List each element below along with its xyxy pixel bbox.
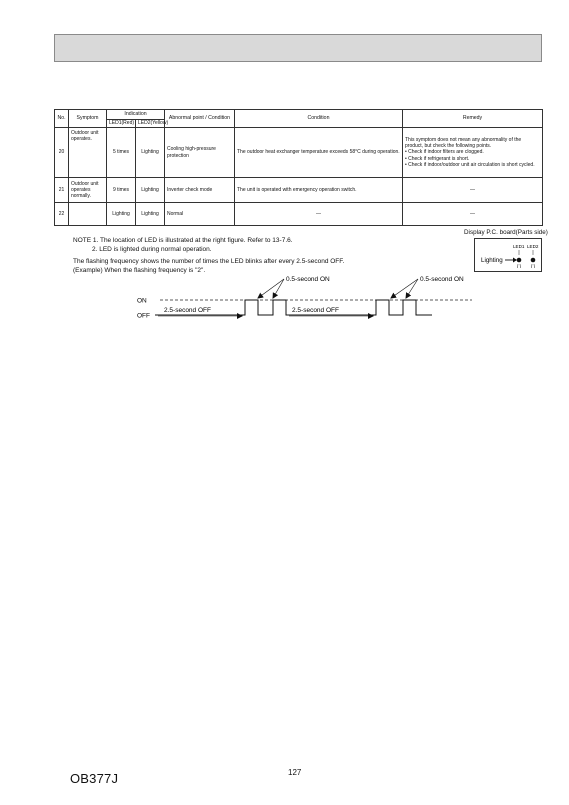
abnormal-line: protection bbox=[167, 152, 189, 159]
remedy-line: • Check if indoor filters are clogged. bbox=[405, 149, 484, 156]
abnormal-line: Cooling high-pressure bbox=[167, 146, 216, 153]
row-remedy: — bbox=[403, 203, 543, 226]
row-symptom bbox=[69, 203, 107, 226]
led2-label: LED2 bbox=[527, 244, 539, 249]
row-symptom bbox=[69, 178, 107, 203]
led1-legs bbox=[518, 264, 521, 268]
remedy-line: product, but check the following points. bbox=[405, 143, 492, 150]
header-led2: LED2(Yellow) bbox=[136, 120, 165, 128]
row-remedy: — bbox=[403, 178, 543, 203]
symptom-line: operates. bbox=[71, 136, 92, 143]
note-1: NOTE 1. The location of LED is illustrated at the right figure. Refer to 13-7.6. bbox=[73, 237, 293, 244]
row-remedy bbox=[403, 128, 543, 178]
header-no: No. bbox=[55, 110, 69, 128]
flash-explanation: The flashing frequency shows the number of times the LED blinks after every 2.5-second OFF. bbox=[73, 258, 345, 265]
led2-dot-icon bbox=[531, 258, 536, 263]
off-duration-label-1: 2.5-second OFF bbox=[164, 307, 211, 314]
row-number: 20 bbox=[55, 128, 69, 178]
row-condition: The outdoor heat exchanger temperature exceeds 58°C during operation. bbox=[235, 128, 403, 178]
table-row bbox=[55, 178, 543, 203]
table-row bbox=[55, 128, 543, 178]
row-number: 21 bbox=[55, 178, 69, 203]
symptom-line: operates bbox=[71, 186, 91, 193]
page-number: 127 bbox=[288, 768, 302, 777]
row-condition: The unit is operated with emergency operation switch. bbox=[235, 178, 403, 203]
symptom-line: normally. bbox=[71, 193, 91, 200]
off-level-label: OFF bbox=[137, 312, 150, 320]
arrow-right-icon bbox=[513, 258, 517, 263]
header-abnormal-point: Abnormal point / Condition bbox=[165, 110, 235, 128]
pointer-arrow bbox=[406, 279, 418, 298]
flash-example: (Example) When the flashing frequency is "2". bbox=[73, 267, 206, 274]
on-level-label: ON bbox=[137, 297, 147, 305]
note-2: 2. LED is lighted during normal operation. bbox=[92, 246, 212, 253]
pcb-diagram bbox=[474, 238, 542, 272]
troubleshooting-table bbox=[54, 109, 543, 226]
header-condition: Condition bbox=[235, 110, 403, 128]
pcb-diagram-drawing bbox=[475, 239, 543, 273]
row-led2: Lighting bbox=[136, 178, 165, 203]
header-bar bbox=[54, 34, 542, 62]
remedy-line: This symptom does not mean any abnormality of the bbox=[405, 136, 522, 143]
pointer-arrow bbox=[391, 279, 418, 298]
remedy-line: • Check if indoor/outdoor unit air circulation is short cycled. bbox=[405, 161, 535, 168]
on-duration-label-1: 0.5-second ON bbox=[286, 276, 330, 283]
model-code: OB377J bbox=[70, 771, 119, 786]
row-led2: Lighting bbox=[136, 128, 165, 178]
row-led1: Lighting bbox=[107, 203, 136, 226]
row-abnormal-point bbox=[165, 128, 235, 178]
led1-label: LED1 bbox=[513, 244, 525, 249]
row-symptom bbox=[69, 128, 107, 178]
lighting-label: Lighting bbox=[481, 257, 503, 264]
remedy-line: • Check if refrigerant is short. bbox=[405, 155, 470, 162]
symptom-line: Outdoor unit bbox=[71, 130, 99, 136]
pointer-arrow bbox=[273, 279, 284, 298]
off-duration-label-2: 2.5-second OFF bbox=[292, 307, 339, 314]
header-symptom: Symptom bbox=[69, 110, 107, 128]
row-number: 22 bbox=[55, 203, 69, 226]
row-abnormal-point: Inverter check mode bbox=[165, 178, 235, 203]
row-condition: — bbox=[235, 203, 403, 226]
symptom-line: Outdoor unit bbox=[71, 180, 99, 187]
on-duration-label-2: 0.5-second ON bbox=[420, 276, 464, 283]
row-led1: 9 times bbox=[107, 178, 136, 203]
header-indication: Indication bbox=[107, 110, 165, 120]
timing-diagram bbox=[0, 270, 569, 380]
table-row bbox=[55, 203, 543, 226]
row-led2: Lighting bbox=[136, 203, 165, 226]
pcb-diagram-title: Display P.C. board(Parts side) bbox=[464, 229, 548, 236]
led1-dot-icon bbox=[517, 258, 522, 263]
header-led1: LED1(Red) bbox=[107, 120, 136, 128]
row-abnormal-point: Normal bbox=[165, 203, 235, 226]
led2-legs bbox=[532, 264, 535, 268]
header-remedy: Remedy bbox=[403, 110, 543, 128]
pointer-arrow bbox=[258, 279, 284, 298]
row-led1: 5 times bbox=[107, 128, 136, 178]
